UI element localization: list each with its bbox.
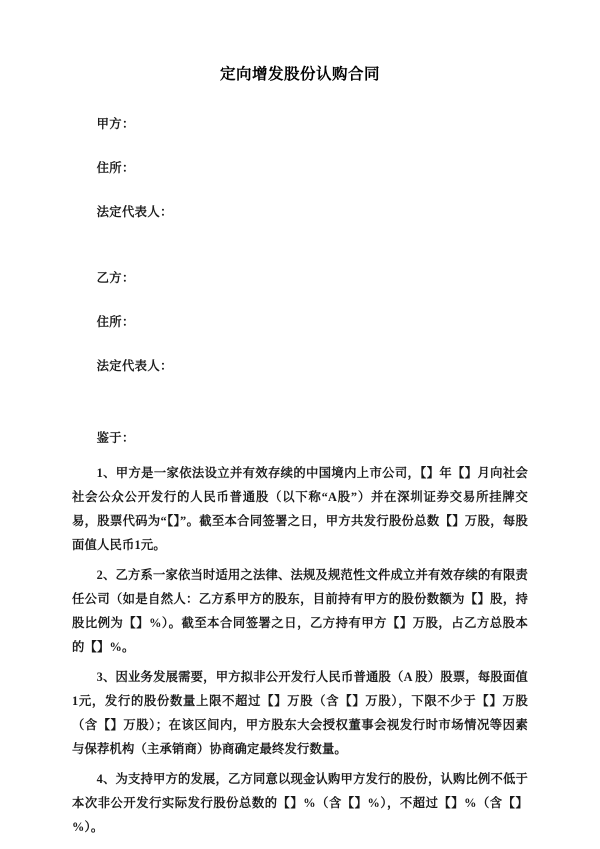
party-a-representative-line: 法定代表人： [96,205,173,219]
party-b-representative-line: 法定代表人： [96,359,173,373]
preamble-label: 鉴于： [96,431,135,445]
party-b-name-line: 乙方： [96,271,135,285]
clause-paragraph: 1、甲方是一家依法设立并有效存续的中国境内上市公司，【】年【】月向社会社会公众公开发行的人民币普通股（以下称“A股”）并在深圳证券交易所挂牌交易，股票代码为“【】”。截至本合同签署之日，甲方共发行股份总数【】万股，每股面值人民币1元。 [72,466,528,552]
party-a-address-line: 住所： [96,161,135,175]
preamble-spacer [72,400,528,428]
clause-paragraph: 3、因业务发展需要，甲方拟非公开发行人民币普通股（A 股）股票，每股面值1元，发行的股份数量上限不超过【】万股（含【】万股），下限不少于【】万股（含【】万股）；在该区间内，甲方股东大会授权董事会视发行时市场情况等因素与保荐机构（主承销商）协商确定最终发行数量。 [72,669,528,756]
party-a-name-line: 甲方： [96,117,135,131]
clause-paragraph: 2、乙方系一家依当时适用之法律、法规及规范性文件成立并有效存续的有限责任公司（如是自然人：乙方系甲方的股东，目前持有甲方的股份数额为【】股，持股比例为【】%）。截至本合同签署之日，乙方持有甲方【】万股，占乙方总股本的【】%。 [72,567,528,654]
party-b-address-line: 住所： [96,315,135,329]
party-separator [72,246,528,268]
page-title: 定向增发股份认购合同 [219,66,380,83]
clause-paragraph: 4、为支持甲方的发展，乙方同意以现金认购甲方发行的股份，认购比例不低于本次非公开发行实际发行股份总数的【】%（含【】%），不超过【】%（含【】%）。 [72,771,528,834]
